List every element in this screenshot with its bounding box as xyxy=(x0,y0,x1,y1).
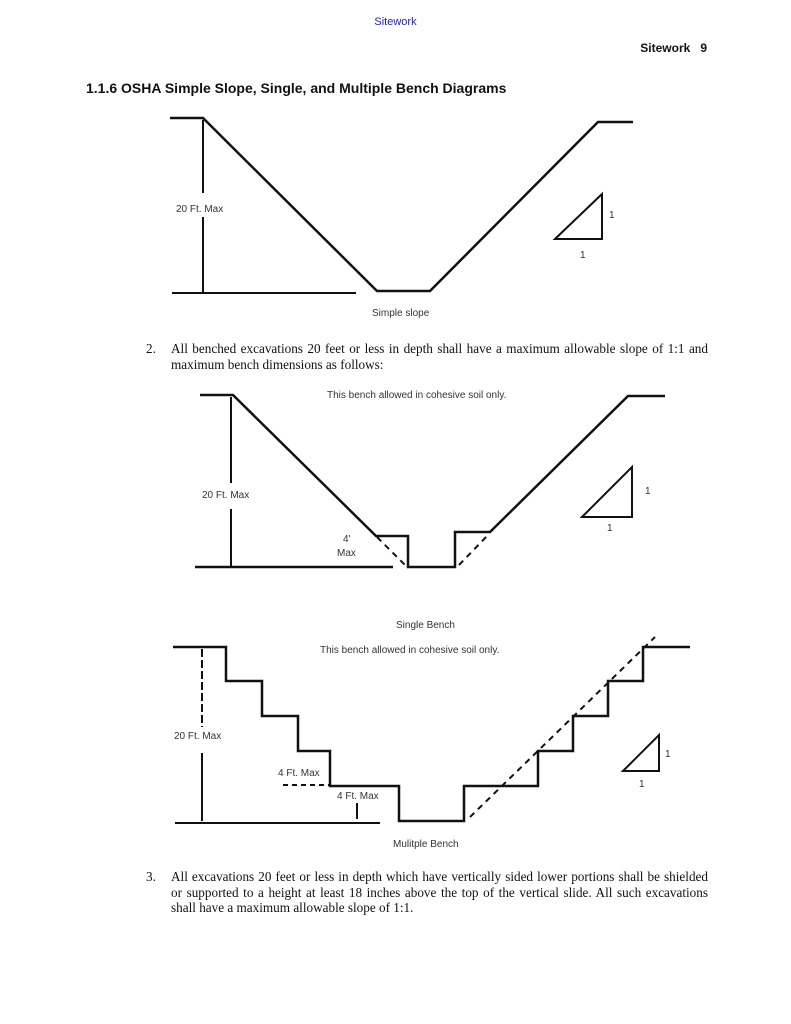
header-link[interactable]: Sitework xyxy=(374,16,417,28)
slope-ratio-triangle xyxy=(623,735,659,771)
paragraph-3 xyxy=(146,869,708,916)
section-title: 1.1.6 OSHA Simple Slope, Single, and Multiple Bench Diagrams xyxy=(86,80,507,96)
ratio-rise-label: 1 xyxy=(609,210,615,221)
cohesive-soil-note: This bench allowed in cohesive soil only. xyxy=(320,645,500,656)
ratio-rise-label: 1 xyxy=(665,749,671,760)
paragraph-2 xyxy=(146,341,708,372)
simple-slope-diagram xyxy=(0,110,791,325)
ratio-run-label: 1 xyxy=(607,523,613,534)
bench-label: Max xyxy=(337,548,356,559)
bench-label: 4 Ft. Max xyxy=(278,768,320,779)
paragraph-text: All benched excavations 20 feet or less in depth shall have a maximum allowable slope of 1:1 and maximum bench dimensions as follows: xyxy=(171,341,708,372)
slope-ratio-triangle xyxy=(555,194,602,239)
bench-profile xyxy=(173,647,690,821)
slope-ratio-triangle xyxy=(582,467,632,517)
figure-caption: Single Bench xyxy=(396,620,455,631)
list-number: 2. xyxy=(146,341,156,356)
single-bench-diagram xyxy=(0,380,791,635)
bench-label: 4' xyxy=(343,534,351,545)
running-header xyxy=(640,41,707,55)
page-number: 9 xyxy=(700,41,707,55)
cohesive-soil-note: This bench allowed in cohesive soil only. xyxy=(327,390,507,401)
height-label: 20 Ft. Max xyxy=(176,204,224,215)
bench-profile xyxy=(200,395,665,567)
height-label: 20 Ft. Max xyxy=(174,731,222,742)
running-title: Sitework xyxy=(640,41,691,55)
paragraph-text: All excavations 20 feet or less in depth which have vertically sided lower portions shall be shielded or supported to a height at least 18 inches above the top of the vertical slide. All such excavations shall have a maximum allowable slope of 1:1. xyxy=(171,869,708,915)
height-label: 20 Ft. Max xyxy=(202,490,250,501)
figure-caption: Simple slope xyxy=(372,308,430,319)
list-number: 3. xyxy=(146,869,156,884)
ratio-run-label: 1 xyxy=(639,779,645,790)
ratio-run-label: 1 xyxy=(580,250,586,261)
ratio-rise-label: 1 xyxy=(645,486,651,497)
slope-guide-dashed xyxy=(377,537,407,567)
bench-label: 4 Ft. Max xyxy=(337,791,379,802)
figure-caption: Mulitple Bench xyxy=(393,839,459,850)
slope-guide-dashed xyxy=(459,534,489,565)
slope-guide-dashed xyxy=(470,637,655,817)
multiple-bench-diagram xyxy=(0,635,791,860)
slope-profile xyxy=(170,118,633,291)
